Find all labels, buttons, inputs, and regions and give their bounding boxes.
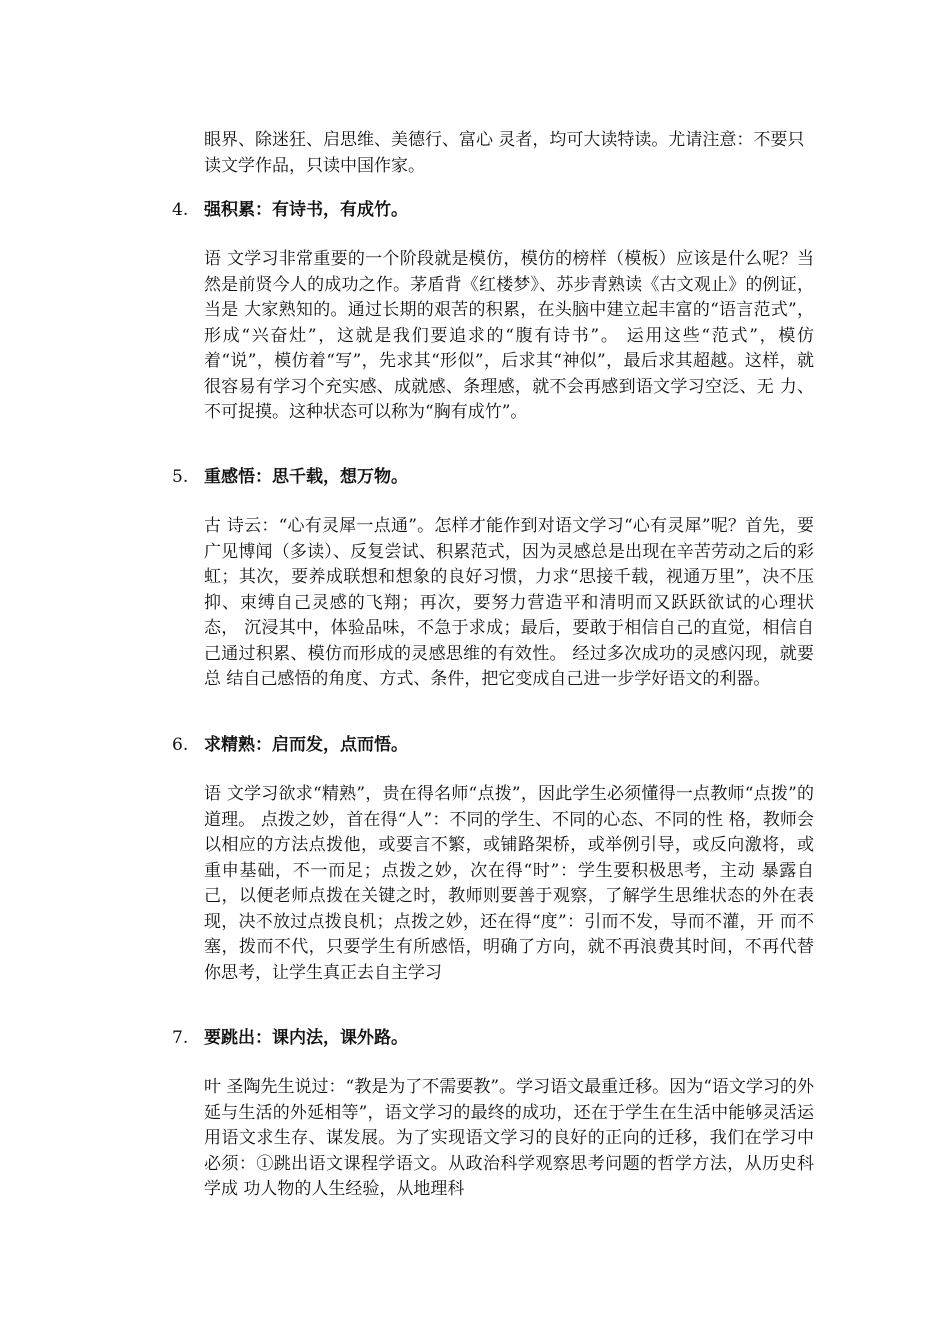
intro-paragraph: 眼界、除迷狂、启思维、美德行、富心 灵者，均可大读特读。尤请注意：不要只读文学作品，只读中国作家。 bbox=[204, 130, 805, 176]
section-number: 7. bbox=[172, 1028, 189, 1048]
section-heading bbox=[172, 465, 822, 490]
section-heading bbox=[172, 1026, 822, 1051]
section-number: 4. bbox=[172, 200, 189, 220]
section-title: 要跳出：课内法，课外路。 bbox=[204, 1028, 408, 1048]
section-number: 5. bbox=[172, 467, 189, 487]
section-4 bbox=[172, 198, 822, 426]
section-7 bbox=[172, 1026, 822, 1203]
section-body: 语 文学习非常重要的一个阶段就是模仿，模仿的榜样（模板）应该是什么呢？当然是前贤今人的成功之作。茅盾背《红楼梦》、苏步青熟读《古文观止》的例证，当是 大家熟知的。通过长期的艰苦的积累，在头脑中建立起丰富的“语言范式”，形成“兴奋灶”，这就是我们要追求的“腹有诗书”。 运用这些“范式”，模仿 着“说”，模仿着“写”，先求其“形似”，后求其“神似”，最后求其超越。这样，就很容易有学习个充实感、成就感、条理感，就不会再感到语文学习空泛、无 力、不可捉摸。这种状态可以称为“胸有成竹”。 bbox=[204, 249, 814, 422]
section-body: 语 文学习欲求“精熟”，贵在得名师“点拨”，因此学生必须懂得一点教师“点拨”的道理。 点拨之妙，首在得“人”：不同的学生、不同的心态、不同的性 格，教师会以相应的方法点拨他，或要言不繁，或铺路架桥，或举例引导，或反向激将，或重申基础，不一而足；点拨之妙，次在得“时”：学生要积极思考，主动 暴露自己，以便老师点拨在关键之时，教师则要善于观察，了解学生思维状态的外在表现，决不放过点拨良机；点拨之妙，还在得“度”：引而不发，导而不灌，开 而不塞，拨而不代，只要学生有所感悟，明确了方向，就不再浪费其时间，不再代替你思考，让学生真正去自主学习 bbox=[204, 784, 814, 983]
section-5 bbox=[172, 465, 822, 693]
section-6 bbox=[172, 733, 822, 986]
section-heading bbox=[172, 733, 822, 758]
section-body: 叶 圣陶先生说过：“教是为了不需要教”。学习语文最重迁移。因为“语文学习的外延与生活的外延相等”，语文学习的最终的成功，还在于学生在生活中能够灵活运 用语文求生存、谋发展。为了实现语文学习的良好的正向的迁移，我们在学习中必须：①跳出语文课程学语文。从政治科学观察思考问题的哲学方法，从历史科学成 功人物的人生经验，从地理科 bbox=[204, 1077, 814, 1199]
section-title: 求精熟：启而发，点而悟。 bbox=[204, 735, 408, 755]
section-number: 6. bbox=[172, 735, 189, 755]
section-heading bbox=[172, 198, 822, 223]
section-title: 重感悟：思千载，想万物。 bbox=[204, 467, 408, 487]
section-title: 强积累：有诗书，有成竹。 bbox=[204, 200, 408, 220]
section-body: 古 诗云：“心有灵犀一点通”。怎样才能作到对语文学习“心有灵犀”呢？首先，要广见博闻（多读）、反复尝试、积累范式，因为灵感总是出现在辛苦劳动之后的彩 虹；其次，要养成联想和想象的良好习惯，力求“思接千载，视通万里”，决不压抑、束缚自己灵感的飞翔；再次，要努力营造平和清明而又跃跃欲试的心理状态， 沉浸其中，体验品味，不急于求成；最后，要敢于相信自己的直觉，相信自己通过积累、模仿而形成的灵感思维的有效性。 经过多次成功的灵感闪现，就要总 结自己感悟的角度、方式、条件，把它变成自己进一步学好语文的利器。 bbox=[204, 516, 814, 689]
